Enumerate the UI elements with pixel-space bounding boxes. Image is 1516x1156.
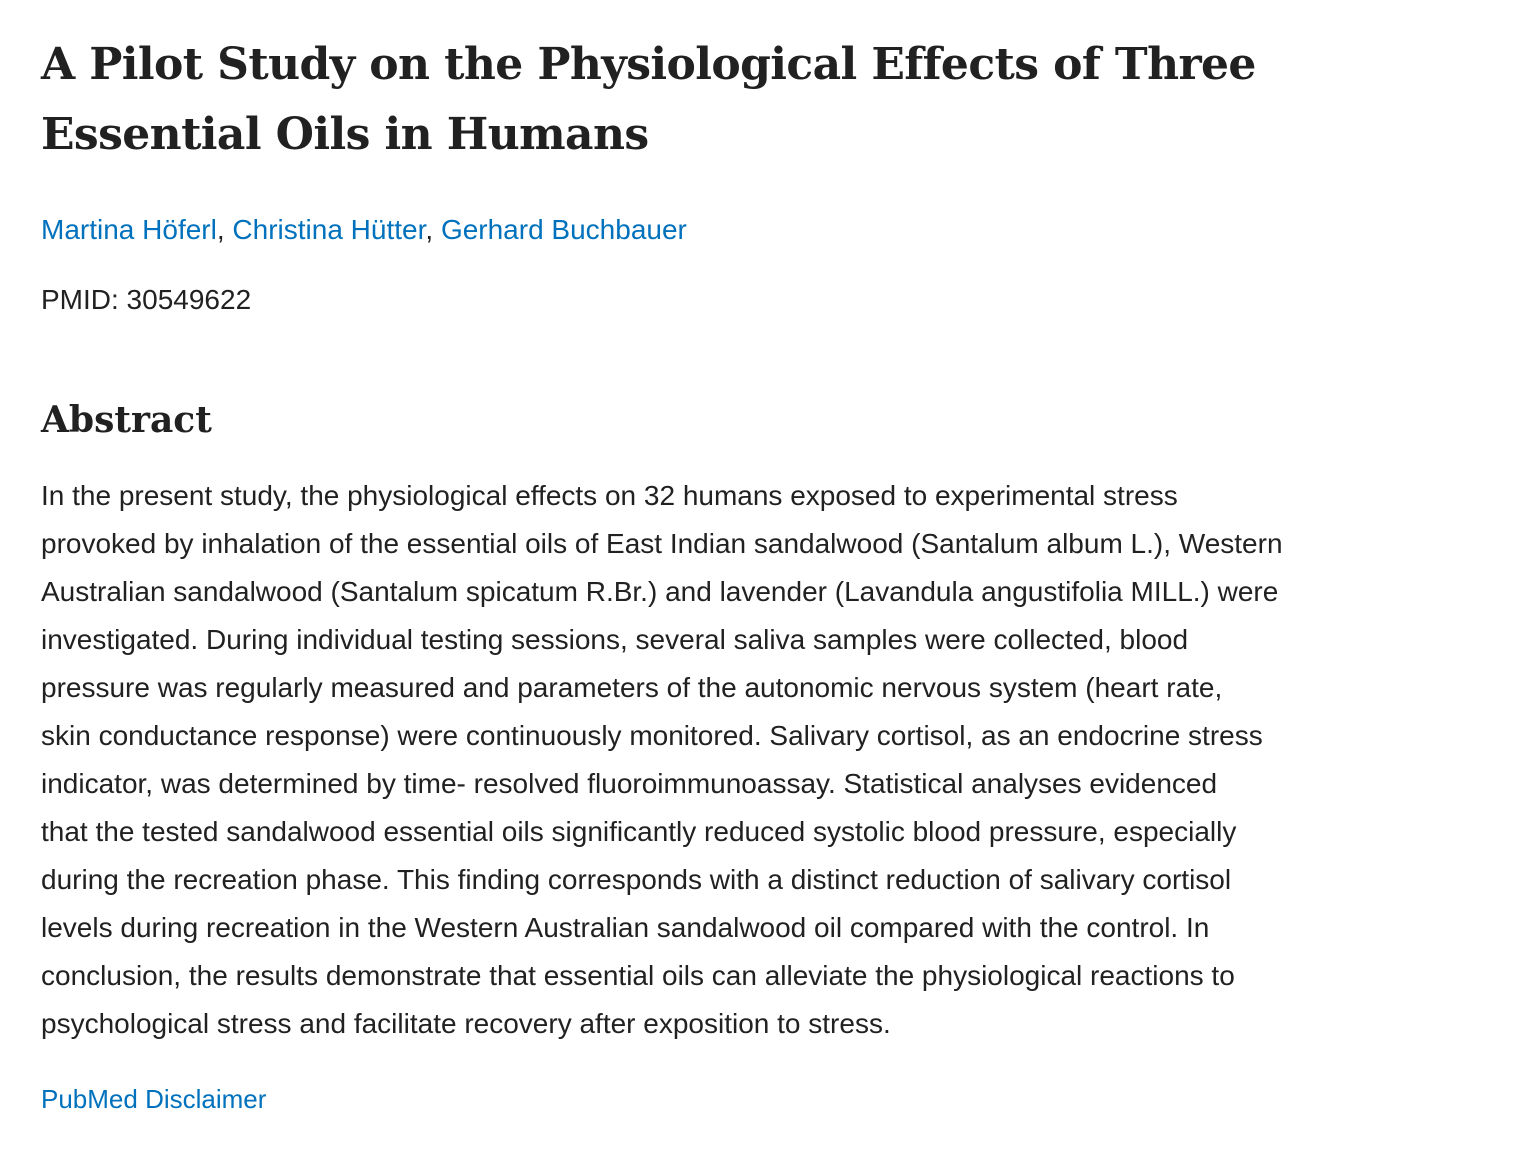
- author-link[interactable]: Christina Hütter: [232, 214, 426, 245]
- author-list: [41, 212, 1481, 248]
- article-page: [41, 30, 1481, 1116]
- author-link[interactable]: Martina Höferl: [41, 214, 217, 245]
- disclaimer-section: [41, 1082, 1481, 1116]
- abstract-heading: Abstract: [41, 399, 212, 441]
- abstract-line: skin conductance response) were continuously monitored. Salivary cortisol, as an endocrine stress: [41, 720, 1263, 751]
- pmid-label: PMID: 30549622: [41, 284, 252, 315]
- abstract-line: that the tested sandalwood essential oils significantly reduced systolic blood pressure, especially: [41, 816, 1237, 847]
- article-title-line: A Pilot Study on the Physiological Effects of Three: [41, 39, 1256, 90]
- abstract-line: investigated. During individual testing sessions, several saliva samples were collected, blood: [41, 624, 1189, 655]
- abstract-line: levels during recreation in the Western Australian sandalwood oil compared with the control. In: [41, 912, 1210, 943]
- abstract-line: In the present study, the physiological effects on 32 humans exposed to experimental stress: [41, 480, 1178, 511]
- author-separator: ,: [216, 214, 225, 245]
- author-separator: ,: [425, 214, 434, 245]
- pubmed-disclaimer-link[interactable]: PubMed Disclaimer: [41, 1084, 267, 1114]
- abstract-line: psychological stress and facilitate recovery after exposition to stress.: [41, 1008, 891, 1039]
- abstract-body: [41, 472, 1481, 1048]
- abstract-line: conclusion, the results demonstrate that essential oils can alleviate the physiological reactions to: [41, 960, 1235, 991]
- abstract-line: Australian sandalwood (Santalum spicatum R.Br.) and lavender (Lavandula angustifolia MILL.) were: [41, 576, 1279, 607]
- abstract-line: provoked by inhalation of the essential oils of East Indian sandalwood (Santalum album L.), Western: [41, 528, 1283, 559]
- author-link[interactable]: Gerhard Buchbauer: [440, 214, 687, 245]
- article-title-line: Essential Oils in Humans: [41, 109, 649, 160]
- article-title: [41, 30, 1481, 170]
- abstract-line: during the recreation phase. This finding corresponds with a distinct reduction of salivary cortisol: [41, 864, 1232, 895]
- abstract-line: indicator, was determined by time- resolved fluoroimmunoassay. Statistical analyses evidenced: [41, 768, 1218, 799]
- abstract-line: pressure was regularly measured and parameters of the autonomic nervous system (heart rate,: [41, 672, 1223, 703]
